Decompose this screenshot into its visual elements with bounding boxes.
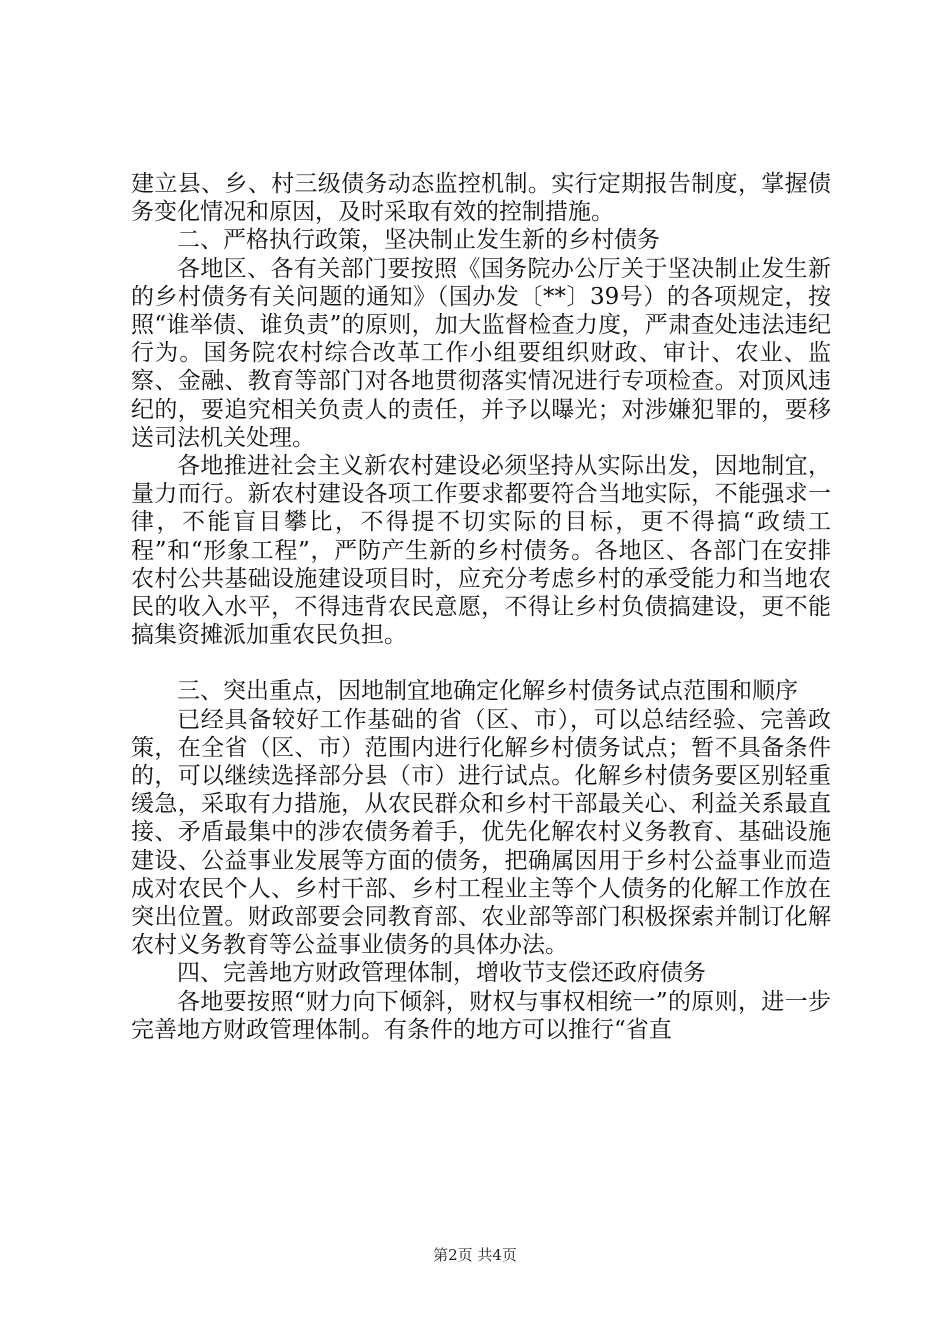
paragraph-new-countryside: 各地推进社会主义新农村建设必须坚持从实际出发，因地制宜，量力而行。新农村建设各项工作要求都要符合当地实际，不能强求一律，不能盲目攀比，不得提不切实际的目标，更不得搞“政绩工程”和“形象工程”，严防产生新的乡村债务。各地区、各部门在安排农村公共基础设施建设项目时，应充分考虑乡村的承受能力和当地农民的收入水平，不得违背农民意愿，不得让乡村负债搞建设，更不能搞集资摊派加重农民负担。 [131, 453, 831, 649]
paragraph-continuation: 建立县、乡、村三级债务动态监控机制。实行定期报告制度，掌握债务变化情况和原因，及时采取有效的控制措施。 [131, 171, 831, 226]
paragraph-fiscal-system: 各地要按照“财力向下倾斜，财权与事权相统一”的原则，进一步完善地方财政管理体制。有条件的地方可以推行“省直 [131, 988, 831, 1043]
document-body [131, 170, 831, 1044]
page-footer: 第2页 共4页 [433, 1246, 517, 1264]
paragraph-policy: 各地区、各有关部门要按照《国务院办公厅关于坚决制止发生新的乡村债务有关问题的通知》（国办发〔**〕39号）的各项规定，按照“谁举债、谁负责”的原则，加大监督检查力度，严肃查处违法违纪行为。国务院农村综合改革工作小组要组织财政、审计、农业、监察、金融、教育等部门对各地贯彻落实情况进行专项检查。对顶风违纪的，要追究相关负责人的责任，并予以曝光；对涉嫌犯罪的，要移送司法机关处理。 [131, 255, 831, 451]
section-heading-4: 四、完善地方财政管理体制，增收节支偿还政府债务 [177, 960, 706, 987]
paragraph-pilot: 已经具备较好工作基础的省（区、市），可以总结经验、完善政策，在全省（区、市）范围内进行化解乡村债务试点；暂不具备条件的，可以继续选择部分县（市）进行试点。化解乡村债务要区别轻重缓急，采取有力措施，从农民群众和乡村干部最关心、利益关系最直接、矛盾最集中的涉农债务着手，优先化解农村义务教育、基础设施建设、公益事业发展等方面的债务，把确属因用于乡村公益事业而造成对农民个人、乡村干部、乡村工程业主等个人债务的化解工作放在突出位置。财政部要会同教育部、农业部等部门积极探索并制订化解农村义务教育等公益事业债务的具体办法。 [131, 706, 831, 959]
section-heading-3: 三、突出重点，因地制宜地确定化解乡村债务试点范围和顺序 [177, 678, 798, 705]
section-heading-2: 二、严格执行政策，坚决制止发生新的乡村债务 [177, 227, 660, 254]
